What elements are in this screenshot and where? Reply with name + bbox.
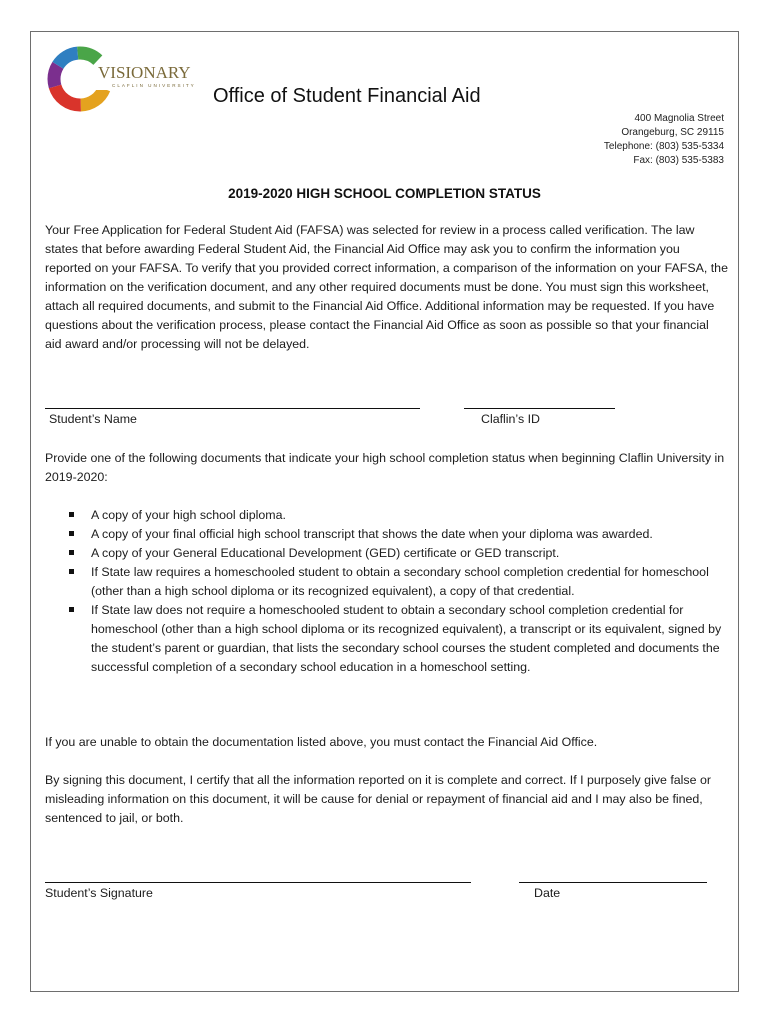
- student-name-label: Student’s Name: [49, 412, 137, 426]
- list-item: A copy of your high school diploma.: [69, 506, 725, 525]
- bullet-icon: [69, 512, 74, 517]
- date-line[interactable]: [519, 882, 707, 883]
- address-fax: Fax: (803) 535-5383: [633, 155, 724, 166]
- document-options-list: [69, 506, 725, 677]
- intro-paragraph: Your Free Application for Federal Student Aid (FAFSA) was selected for review in a process called verification. The law states that before awarding Federal Student Aid, the Financial Aid Office may ask you to confirm the information you reported on your FAFSA. To verify that you provided correct information, a comparison of the information on your FAFSA, the information on the verification document, and any other required documents must be done. You must sign this worksheet, attach all required documents, and submit to the Financial Aid Office. Additional information may be requested. If you have questions about the verification process, please contact the Financial Aid Office as soon as possible so that your financial aid award and/or processing will not be delayed.: [45, 223, 728, 351]
- signature-line[interactable]: [45, 882, 471, 883]
- bullet-icon: [69, 607, 74, 612]
- office-address: [604, 112, 724, 168]
- office-title: Office of Student Financial Aid: [213, 85, 481, 107]
- logo-subtext: CLAFLIN UNIVERSITY: [112, 83, 196, 88]
- claflin-id-label: Claflin’s ID: [481, 412, 540, 426]
- list-item: If State law requires a homeschooled student to obtain a secondary school completion credential for homeschool (other than a high school diploma or its recognized equivalent), a copy of that credential.: [69, 563, 725, 601]
- claflin-visionary-logo: [42, 42, 214, 114]
- unable-paragraph: If you are unable to obtain the documentation listed above, you must contact the Financial Aid Office.: [45, 735, 598, 749]
- list-item: A copy of your General Educational Development (GED) certificate or GED transcript.: [69, 544, 725, 563]
- address-city: Orangeburg, SC 29115: [621, 127, 724, 138]
- document-page: [30, 31, 739, 992]
- provide-paragraph: Provide one of the following documents that indicate your high school completion status when beginning Claflin University in 2019-2020:: [45, 451, 725, 484]
- list-item: A copy of your final official high school transcript that shows the date when your diploma was awarded.: [69, 525, 725, 544]
- bullet-icon: [69, 531, 74, 536]
- address-telephone: Telephone: (803) 535-5334: [603, 141, 724, 152]
- document-title: 2019-2020 HIGH SCHOOL COMPLETION STATUS: [228, 186, 541, 201]
- signature-label: Student’s Signature: [45, 886, 153, 900]
- student-name-line[interactable]: [45, 408, 420, 409]
- address-street: 400 Magnolia Street: [634, 113, 724, 124]
- date-label: Date: [534, 886, 561, 900]
- list-item: If State law does not require a homeschooled student to obtain a secondary school completion credential for homeschool (other than a high school diploma or its recognized equivalent), a transcript or its equivalent, signed by the student’s parent or guardian, that lists the secondary school courses the student completed and documents the successful completion of a secondary school education in a homeschool setting.: [69, 601, 725, 677]
- logo-wordmark: VISIONARY: [98, 63, 191, 82]
- claflin-id-line[interactable]: [464, 408, 615, 409]
- bullet-icon: [69, 550, 74, 555]
- bullet-icon: [69, 569, 74, 574]
- certification-paragraph: By signing this document, I certify that all the information reported on it is complete and correct. If I purposely give false or misleading information on this document, it will be cause for denial or repayment of financial aid and I may also be fined, sentenced to jail, or both.: [45, 773, 711, 825]
